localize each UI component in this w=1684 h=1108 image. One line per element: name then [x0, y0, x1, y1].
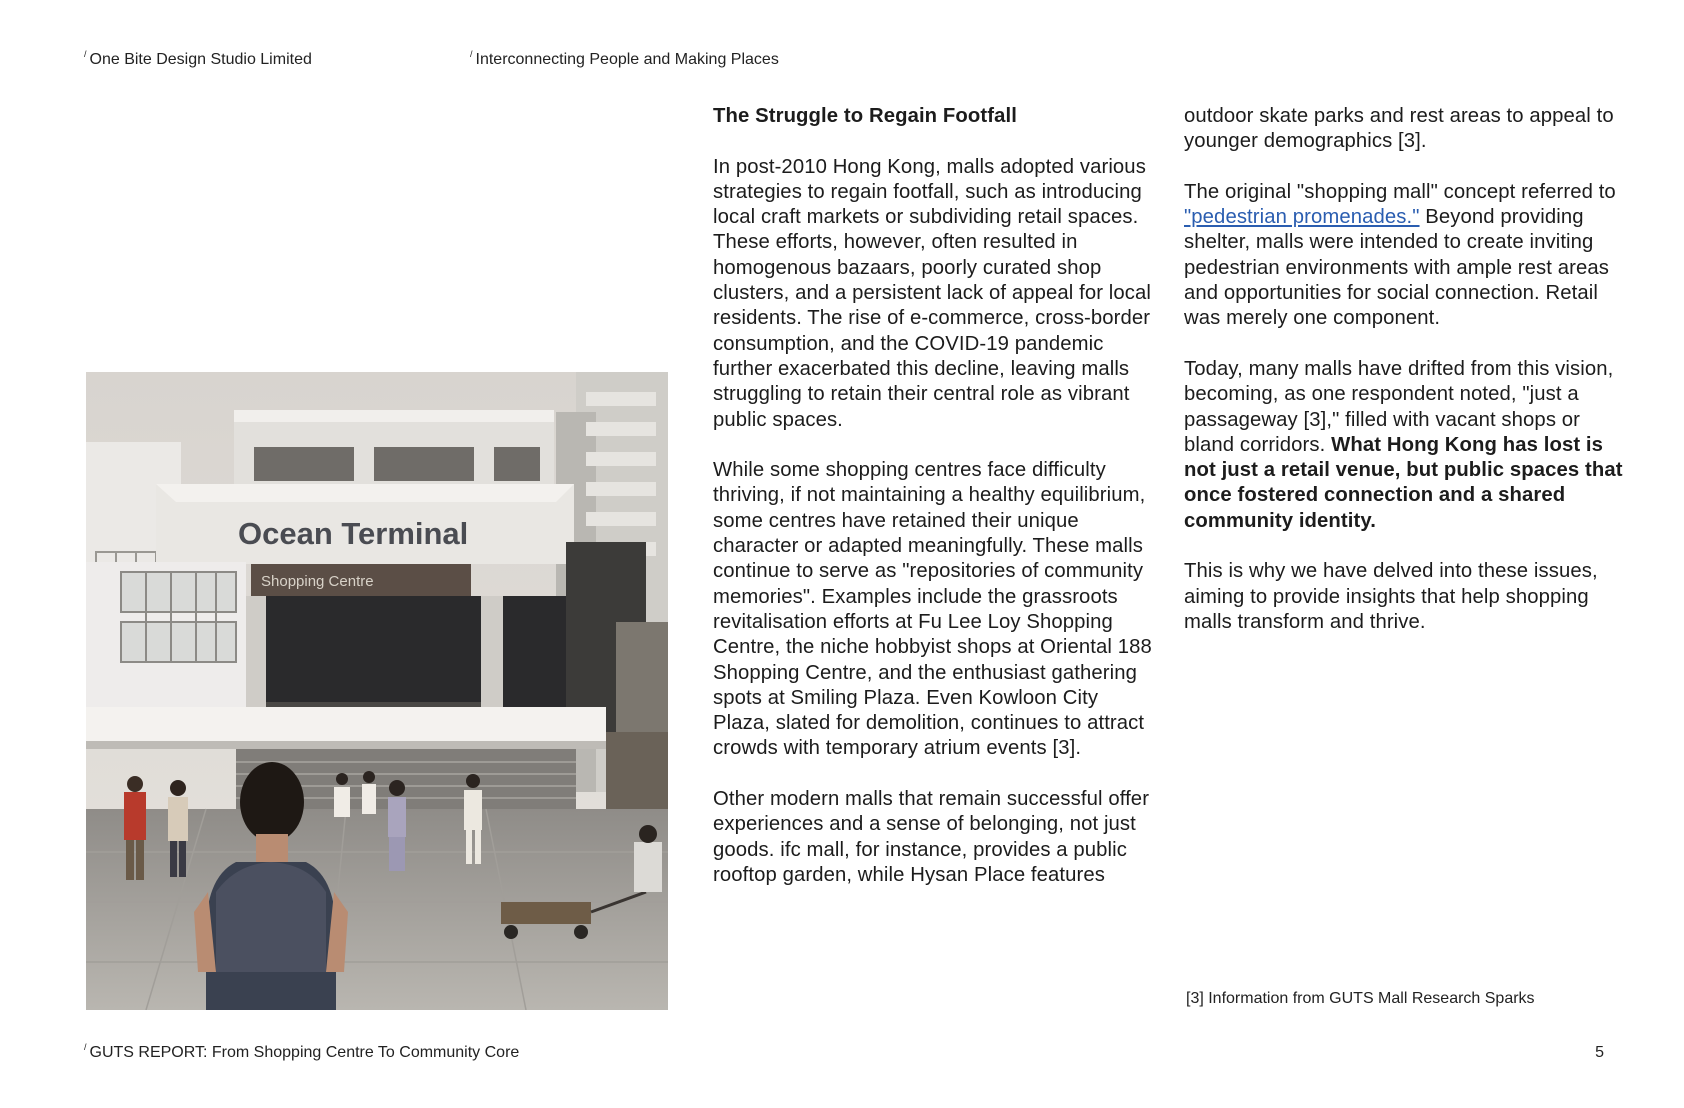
footer-report-title — [84, 1044, 519, 1062]
photo-subsign-text: Shopping Centre — [261, 573, 374, 590]
photo-sign-text: Ocean Terminal — [238, 516, 469, 551]
emphasis-text: What Hong Kong has lost is not just a retail venue, but public spaces that once fostered connection and a shared community identity. — [1184, 433, 1623, 532]
paragraph: Other modern malls that remain successful offer experiences and a sense of belonging, not just goods. ifc mall, for instance, provides a public rooftop garden, while Hysan Place features — [713, 788, 1150, 886]
paragraph: outdoor skate parks and rest areas to appeal to younger demographics [3]. — [1184, 105, 1614, 153]
paragraph-text: Beyond providing shelter, malls were intended to create inviting pedestrian environments with ample rest areas and opportunities for social connection. Retail was merely one component. — [1184, 206, 1609, 330]
section-heading: The Struggle to Regain Footfall — [713, 105, 1017, 127]
article-column-middle — [713, 104, 1153, 914]
footer-slash: / — [84, 1042, 87, 1052]
ocean-terminal-photo — [86, 372, 668, 1010]
paragraph: In post-2010 Hong Kong, malls adopted various strategies to regain footfall, such as introducing local craft markets or subdividing retail spaces. These efforts, however, often resulted in homogenous bazaars, poorly curated shop clusters, and a persistent lack of appeal for local residents. The rise of e-commerce, cross-border consumption, and the COVID-19 pandemic further exacerbated this decline, leaving malls struggling to retain their central role as vibrant public spaces. — [713, 155, 1151, 431]
header-company — [84, 51, 312, 69]
page-number: 5 — [1595, 1044, 1604, 1061]
paragraph — [1184, 357, 1624, 534]
footer-report-title-text: GUTS REPORT: From Shopping Centre To Community Core — [89, 1044, 520, 1061]
article-column-right — [1184, 104, 1624, 661]
paragraph-text: The original "shopping mall" concept referred to — [1184, 180, 1616, 203]
pedestrian-promenades-link[interactable]: "pedestrian promenades." — [1184, 206, 1420, 229]
paragraph: While some shopping centres face difficulty thriving, if not maintaining a healthy equilibrium, some centres have retained their unique character or adapted meaningfully. These malls continue to serve as "repositories of community memories". Examples include the grassroots revitalisation efforts at Fu Lee Loy Shopping Centre, the niche hobbyist shops at Oriental 188 Shopping Centre, and the enthusiast gathering spots at Smiling Plaza. Even Kowloon City Plaza, slated for demolition, continues to attract crowds with temporary atrium events [3]. — [713, 459, 1152, 760]
header-slash: / — [84, 49, 87, 59]
header-tagline — [470, 51, 779, 69]
paragraph — [1184, 180, 1624, 332]
header-company-name: One Bite Design Studio Limited — [89, 51, 312, 68]
footnote: [3] Information from GUTS Mall Research Sparks — [1186, 990, 1535, 1007]
header-slash: / — [470, 49, 473, 59]
paragraph-text: Today, many malls have drifted from this vision, becoming, as one respondent noted, "just a passageway [3]," filled with vacant shops or bland corridors. — [1184, 357, 1614, 456]
header-tagline-text: Interconnecting People and Making Places — [475, 51, 779, 68]
paragraph: This is why we have delved into these issues, aiming to provide insights that help shopping malls transform and thrive. — [1184, 560, 1598, 633]
